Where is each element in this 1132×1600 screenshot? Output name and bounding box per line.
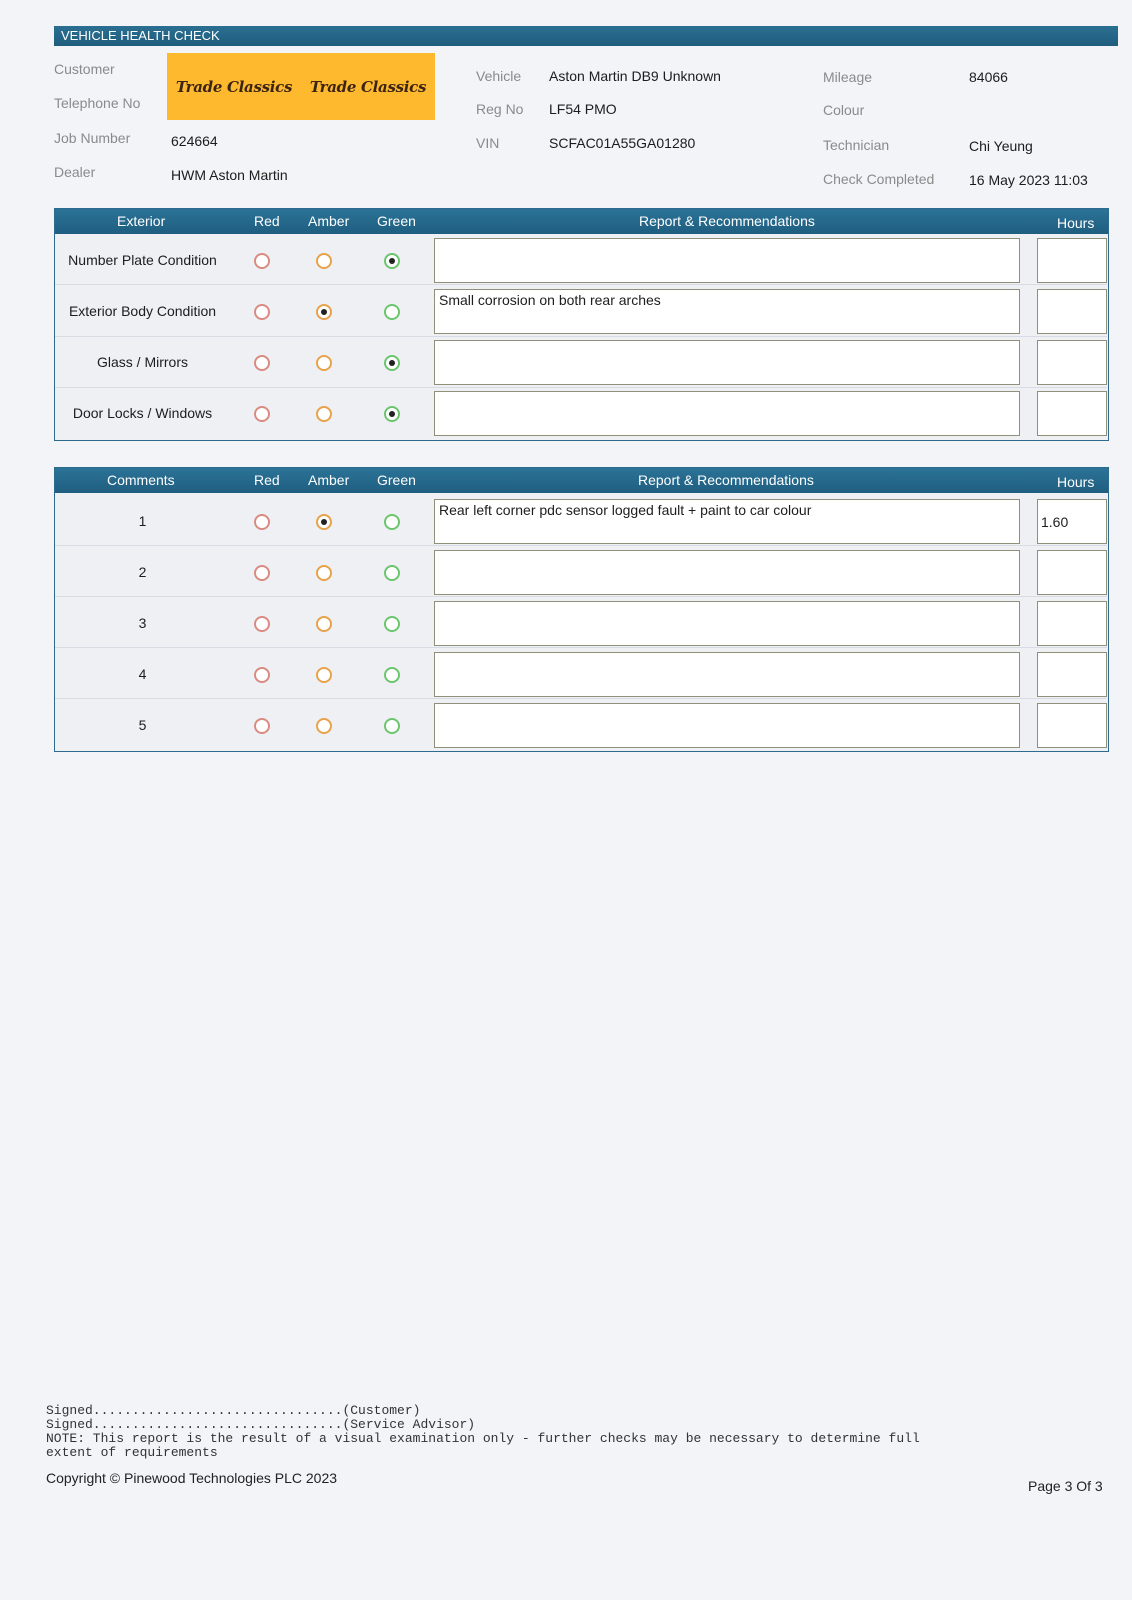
vin-label: VIN <box>476 135 500 151</box>
amber-radio[interactable] <box>316 355 332 371</box>
report-field[interactable] <box>434 238 1020 283</box>
hours-field[interactable] <box>1037 238 1107 283</box>
page-banner: VEHICLE HEALTH CHECK <box>54 26 1118 46</box>
report-field[interactable] <box>434 652 1020 697</box>
row-divider <box>55 698 1107 699</box>
hours-header: Hours <box>1057 215 1095 231</box>
green-header: Green <box>377 472 416 488</box>
row-label: Exterior Body Condition <box>68 303 217 319</box>
hours-field[interactable] <box>1037 652 1107 697</box>
green-radio[interactable] <box>384 514 400 530</box>
redaction-logo <box>167 53 435 120</box>
report-header: Report & Recommendations <box>638 472 814 488</box>
vin-value: SCFAC01A55GA01280 <box>549 135 696 151</box>
red-radio[interactable] <box>254 616 270 632</box>
mileage-label: Mileage <box>823 69 873 85</box>
row-label: 5 <box>138 717 147 733</box>
report-field[interactable] <box>434 601 1020 646</box>
note-line-2: extent of requirements <box>46 1445 218 1460</box>
telephone-label: Telephone No <box>54 95 141 111</box>
amber-radio[interactable] <box>316 304 332 320</box>
red-radio[interactable] <box>254 406 270 422</box>
reg-label: Reg No <box>476 101 524 117</box>
hours-header: Hours <box>1057 474 1095 490</box>
report-field[interactable]: Small corrosion on both rear arches <box>434 289 1020 334</box>
row-label: Glass / Mirrors <box>97 354 188 370</box>
comments-header <box>55 468 1108 493</box>
row-label: 3 <box>138 615 147 631</box>
red-radio[interactable] <box>254 355 270 371</box>
red-radio[interactable] <box>254 304 270 320</box>
logo-text-2: Trade Classics <box>309 77 427 96</box>
red-radio[interactable] <box>254 565 270 581</box>
row-label: 4 <box>138 666 147 682</box>
row-divider <box>55 336 1107 337</box>
amber-radio[interactable] <box>316 616 332 632</box>
red-radio[interactable] <box>254 667 270 683</box>
report-header: Report & Recommendations <box>639 213 815 229</box>
row-divider <box>55 596 1107 597</box>
vehicle-label: Vehicle <box>476 68 522 84</box>
red-radio[interactable] <box>254 253 270 269</box>
green-radio[interactable] <box>384 304 400 320</box>
report-field[interactable] <box>434 550 1020 595</box>
report-field[interactable]: Rear left corner pdc sensor logged fault + paint to car colour <box>434 499 1020 544</box>
job-number-label: Job Number <box>54 130 131 146</box>
hours-field[interactable] <box>1037 289 1107 334</box>
customer-label: Customer <box>54 61 115 77</box>
comments-panel <box>54 467 1109 752</box>
hours-field[interactable] <box>1037 550 1107 595</box>
technician-label: Technician <box>823 137 890 153</box>
note-line-1: NOTE: This report is the result of a visual examination only - further checks may be necessary to determine full <box>46 1431 920 1446</box>
red-radio[interactable] <box>254 718 270 734</box>
job-number-value: 624664 <box>171 133 218 149</box>
green-radio[interactable] <box>384 355 400 371</box>
amber-header: Amber <box>308 472 350 488</box>
green-radio[interactable] <box>384 616 400 632</box>
exterior-panel <box>54 208 1109 441</box>
check-completed-value: 16 May 2023 11:03 <box>969 172 1088 188</box>
comments-header-label: Comments <box>107 472 175 488</box>
row-divider <box>55 647 1107 648</box>
green-radio[interactable] <box>384 667 400 683</box>
technician-value: Chi Yeung <box>969 138 1033 154</box>
logo-text-1: Trade Classics <box>175 77 293 96</box>
report-field[interactable] <box>434 391 1020 436</box>
amber-radio[interactable] <box>316 253 332 269</box>
row-divider <box>55 284 1107 285</box>
amber-radio[interactable] <box>316 406 332 422</box>
signed-customer: Signed................................(Customer) <box>46 1403 421 1418</box>
green-radio[interactable] <box>384 406 400 422</box>
green-header: Green <box>377 213 416 229</box>
row-divider <box>55 387 1107 388</box>
amber-radio[interactable] <box>316 514 332 530</box>
row-label: Number Plate Condition <box>68 252 217 268</box>
green-radio[interactable] <box>384 253 400 269</box>
red-header: Red <box>254 213 280 229</box>
copyright: Copyright © Pinewood Technologies PLC 2023 <box>46 1470 338 1486</box>
hours-field[interactable] <box>1037 703 1107 748</box>
colour-label: Colour <box>823 102 865 118</box>
red-header: Red <box>254 472 280 488</box>
row-label: Door Locks / Windows <box>72 405 213 421</box>
row-label: 2 <box>138 564 147 580</box>
hours-field[interactable] <box>1037 391 1107 436</box>
amber-radio[interactable] <box>316 718 332 734</box>
mileage-value: 84066 <box>969 69 1008 85</box>
green-radio[interactable] <box>384 718 400 734</box>
hours-field[interactable] <box>1037 340 1107 385</box>
row-label: 1 <box>138 513 147 529</box>
amber-header: Amber <box>308 213 350 229</box>
amber-radio[interactable] <box>316 667 332 683</box>
dealer-value: HWM Aston Martin <box>171 167 288 183</box>
check-completed-label: Check Completed <box>823 171 935 187</box>
row-divider <box>55 545 1107 546</box>
report-field[interactable] <box>434 340 1020 385</box>
red-radio[interactable] <box>254 514 270 530</box>
dealer-label: Dealer <box>54 164 96 180</box>
amber-radio[interactable] <box>316 565 332 581</box>
exterior-header <box>55 209 1108 234</box>
green-radio[interactable] <box>384 565 400 581</box>
report-field[interactable] <box>434 703 1020 748</box>
hours-field[interactable] <box>1037 601 1107 646</box>
page-number: Page 3 Of 3 <box>1028 1478 1103 1494</box>
signed-advisor: Signed................................(Service Advisor) <box>46 1417 476 1432</box>
exterior-header-label: Exterior <box>117 213 166 229</box>
vehicle-value: Aston Martin DB9 Unknown <box>549 68 721 84</box>
reg-value: LF54 PMO <box>549 101 617 117</box>
hours-field[interactable]: 1.60 <box>1037 499 1107 544</box>
